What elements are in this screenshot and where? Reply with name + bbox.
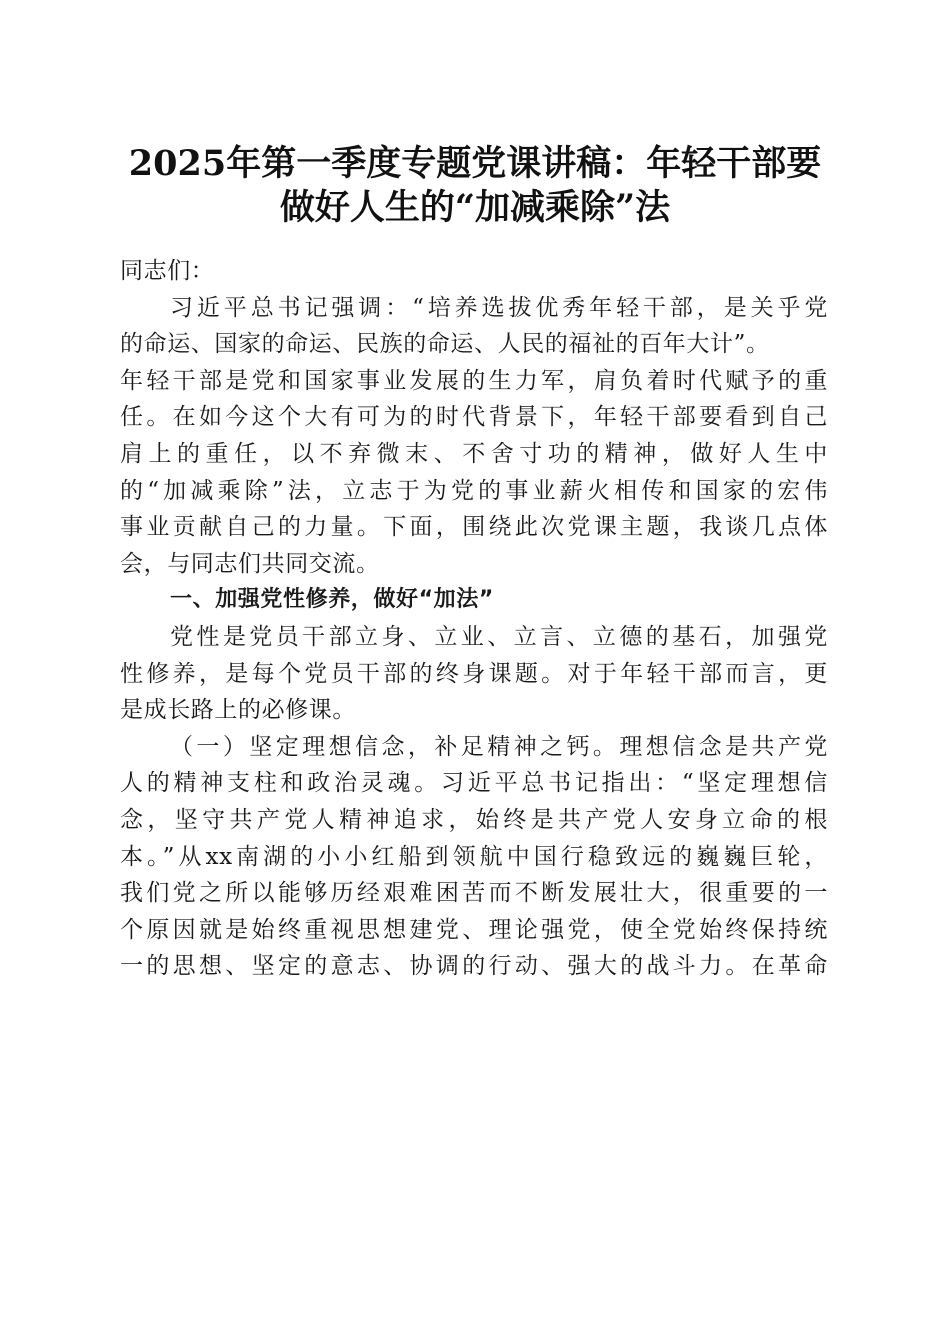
paragraph-1-line-8: 会，与同志们共同交流。 [120, 550, 380, 577]
paragraph-3-line-3: 念，坚守共产党人精神追求，始终是共产党人安身立命的根 [120, 806, 828, 833]
paragraph-1-line-2: 的命运、国家的命运、民族的命运、人民的福祉的百年大计”。 [120, 331, 770, 358]
paragraph-3-line-1: （一）坚定理想信念，补足精神之钙。理想信念是共产党 [170, 733, 828, 760]
paragraph-3-line-2: 人的精神支柱和政治灵魂。习近平总书记指出：“坚定理想信 [120, 770, 828, 797]
paragraph-1-line-5: 肩上的重任，以不弃微末、不舍寸功的精神，做好人生中 [120, 440, 828, 467]
paragraph-1-line-7: 事业贡献自己的力量。下面，围绕此次党课主题，我谈几点体 [120, 514, 828, 541]
section-heading-1: 一、加强党性修养，做好“加法” [170, 587, 494, 613]
paragraph-3-line-5: 我们党之所以能够历经艰难困苦而不断发展壮大，很重要的一 [120, 880, 828, 907]
paragraph-3-line-4: 本。”从xx南湖的小小红船到领航中国行稳致远的巍巍巨轮， [120, 843, 828, 870]
salutation: 同志们： [120, 258, 215, 284]
paragraph-1-line-4: 任。在如今这个大有可为的时代背景下，年轻干部要看到自己 [120, 404, 828, 431]
paragraph-2-line-2: 性修养，是每个党员干部的终身课题。对于年轻干部而言，更 [120, 660, 828, 687]
paragraph-3-line-6: 个原因就是始终重视思想建党、理论强党，使全党始终保持统 [120, 916, 828, 943]
paragraph-2-line-1: 党性是党员干部立身、立业、立言、立德的基石，加强党 [170, 623, 828, 650]
paragraph-1-line-1: 习近平总书记强调：“培养选拔优秀年轻干部，是关乎党 [170, 294, 828, 321]
paragraph-3-line-7: 一的思想、坚定的意志、协调的行动、强大的战斗力。在革命 [120, 953, 828, 980]
paragraph-1-line-3: 年轻干部是党和国家事业发展的生力军，肩负着时代赋予的重 [120, 367, 828, 394]
paragraph-1-line-6: 的“加减乘除”法，立志于为党的事业薪火相传和国家的宏伟 [120, 477, 828, 504]
document-body [120, 253, 828, 985]
document-title-line-1: 2025年第一季度专题党课讲稿：年轻干部要 [128, 143, 822, 184]
paragraph-2-line-3: 是成长路上的必修课。 [120, 697, 356, 724]
document-title-line-2: 做好人生的“加减乘除”法 [279, 187, 671, 228]
